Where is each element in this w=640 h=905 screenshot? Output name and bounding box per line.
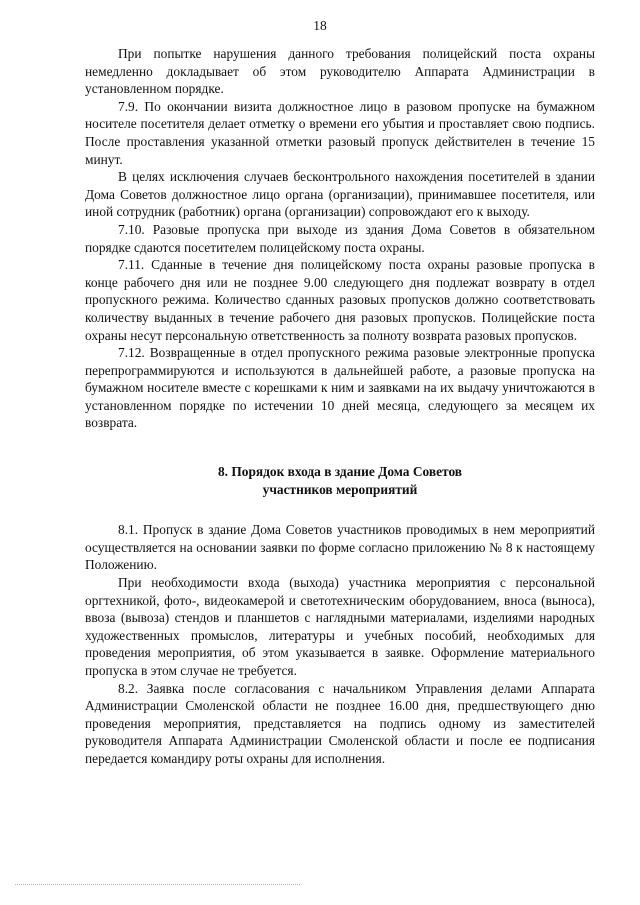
section-spacer	[85, 498, 595, 521]
paragraph-7-12: 7.12. Возвращенные в отдел пропускного режима разовые электронные пропуска перепрограммируются и используются в дальнейшей работе, а разовые пропуска на бумажном носителе вместе с корешками к ним и заявками на их выдачу уничтожаются в установленном порядке по истечении 10 дней месяца, следующего за месяцем их возврата.	[85, 345, 595, 431]
paragraph-8-2: 8.2. Заявка после согласования с начальником Управления делами Аппарата Администрации Смоленской области не позднее 16.00 дня, предшествующего дню проведения мероприятия, представляется на подпись одному из заместителей руководителя Аппарата Администрации Смоленской области и после ее подписания передается командиру роты охраны для исполнения.	[85, 680, 595, 766]
footer-divider	[15, 884, 300, 885]
document-body	[85, 45, 595, 768]
paragraph-equipment-entry: При необходимости входа (выхода) участника мероприятия с персональной оргтехникой, фото-, видеокамерой и светотехническим оборудованием, вноса (выноса), ввоза (вывоза) стендов и планшетов с наглядными материалами, изделиями народных художественных промыслов, литературы и учебных пособий, необходимых для проведения мероприятия, об этом указывается в заявке. Оформление материального пропуска в этом случае не требуется.	[85, 575, 595, 678]
paragraph-7-9: 7.9. По окончании визита должностное лицо в разовом пропуске на бумажном носителе посетителя делает отметку о времени его убытия и проставляет свою подпись. После проставления указанной отметки разовый пропуск действителен в течение 15 минут.	[85, 98, 595, 167]
paragraph-8-1: 8.1. Пропуск в здание Дома Советов участников проводимых в нем мероприятий осуществляется на основании заявки по форме согласно приложению № 8 к настоящему Положению.	[85, 522, 595, 573]
page-number: 18	[313, 18, 327, 33]
section-title-line-1: 8. Порядок входа в здание Дома Советов	[217, 464, 463, 480]
paragraph-7-11: 7.11. Сданные в течение дня полицейскому поста охраны разовые пропуска в конце рабочего дня или не позднее 9.00 следующего дня подлежат возврату в отдел пропускного режима. Количество сданных разовых пропусков должно соответствовать количеству выданных в течение рабочего дня разовых пропусков. Полицейские поста охраны несут персональную ответственность за полноту возврата разовых пропусков.	[85, 257, 595, 343]
paragraph-escort-to-exit: В целях исключения случаев бесконтрольного нахождения посетителей в здании Дома Советов должностное лицо органа (организации), принимавшее посетителя, или иной сотрудник (работник) органа (организации) сопровождают его к выходу.	[85, 169, 595, 220]
section-8-title	[85, 463, 595, 498]
paragraph-guard-report: При попытке нарушения данного требования полицейский поста охраны немедленно докладывает об этом руководителю Аппарата Администрации в установленном порядке.	[85, 46, 595, 97]
paragraph-7-10: 7.10. Разовые пропуска при выходе из здания Дома Советов в обязательном порядке сдаются посетителем полицейскому поста охраны.	[85, 221, 595, 255]
section-title-line-2: участников мероприятий	[262, 481, 418, 497]
